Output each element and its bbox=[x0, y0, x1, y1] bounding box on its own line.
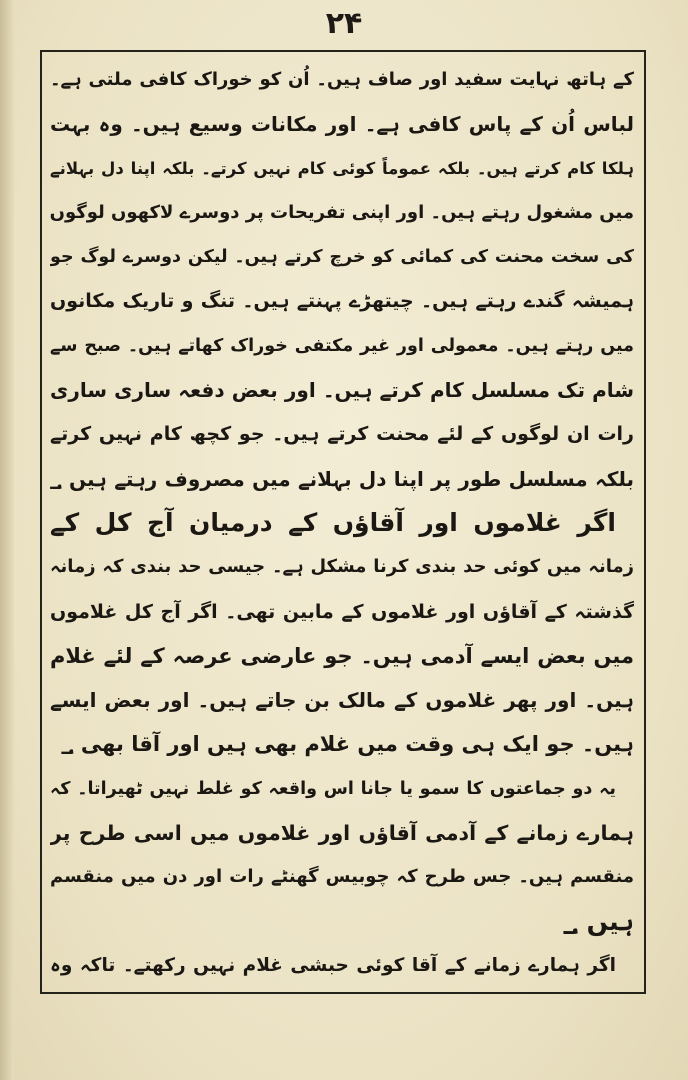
text-line: اگر ہمارے زمانے کے آقا کوئی حبشی غلام نہیں رکھتے۔ تاکہ وہ bbox=[50, 954, 616, 976]
text-line: میں مشغول رہتے ہیں۔ اور اپنی تفریحات پر دوسرے لاکھوں لوگوں bbox=[50, 201, 634, 223]
text-line: ہمیشہ گندے رہتے ہیں۔ چیتھڑے پہنتے ہیں۔ تنگ و تاریک مکانوں bbox=[50, 290, 634, 313]
text-line: کی سخت محنت کی کمائی کو خرچ کرتے ہیں۔ لیکن دوسرے لوگ جو bbox=[50, 247, 634, 268]
text-line: بلکہ مسلسل طور پر اپنا دل بہلانے میں مصروف رہتے ہیں ؀ bbox=[50, 466, 634, 491]
text-line: ہیں ؀ bbox=[563, 906, 634, 936]
text-line: ہیں۔ اور پھر غلاموں کے مالک بن جاتے ہیں۔ اور بعض ایسے bbox=[50, 688, 634, 713]
text-body bbox=[50, 58, 634, 988]
text-line: زمانہ میں کوئی حد بندی کرنا مشکل ہے۔ جیسی حد بندی کہ زمانہ bbox=[50, 556, 634, 578]
text-line: شام تک مسلسل کام کرتے ہیں۔ اور بعض دفعہ ساری ساری bbox=[50, 378, 634, 403]
text-line: منقسم ہیں۔ جس طرح کہ چوبیس گھنٹے رات اور دن میں منقسم bbox=[50, 866, 634, 888]
text-line: میں رہتے ہیں۔ معمولی اور غیر مکتفی خوراک کھاتے ہیں۔ صبح سے bbox=[50, 335, 634, 356]
text-line: لباس اُن کے پاس کافی ہے۔ اور مکانات وسیع ہیں۔ وہ بہت bbox=[50, 112, 634, 137]
text-line: ہلکا کام کرتے ہیں۔ بلکہ عموماً کوئی کام نہیں کرتے۔ بلکہ اپنا دل بہلانے bbox=[50, 158, 634, 178]
text-line: رات ان لوگوں کے لئے محنت کرتے ہیں۔ جو کچھ کام نہیں کرتے bbox=[50, 423, 634, 446]
text-line: میں بعض ایسے آدمی ہیں۔ جو عارضی عرصہ کے لئے غلام bbox=[50, 643, 634, 668]
text-line: گذشتہ کے آقاؤں اور غلاموں کے مابین تھی۔ اگر آج کل غلاموں bbox=[50, 600, 634, 623]
text-line: ہمارے زمانے کے آدمی آقاؤں اور غلاموں میں اسی طرح پر bbox=[50, 821, 634, 846]
text-line: یہ دو جماعتوں کا سمو یا جانا اس واقعہ کو غلط نہیں ٹھیراتا۔ کہ bbox=[50, 778, 616, 799]
page-gutter-shadow bbox=[0, 0, 14, 1080]
text-line: اگر غلاموں اور آقاؤں کے درمیان آج کل کے bbox=[50, 507, 616, 537]
page-number: ۲۴ bbox=[325, 6, 363, 41]
text-line: کے ہاتھ نہایت سفید اور صاف ہیں۔ اُن کو خوراک کافی ملتی ہے۔ bbox=[50, 69, 634, 90]
text-line: ہیں۔ جو ایک ہی وقت میں غلام بھی ہیں اور آقا بھی ؀ bbox=[61, 732, 634, 757]
